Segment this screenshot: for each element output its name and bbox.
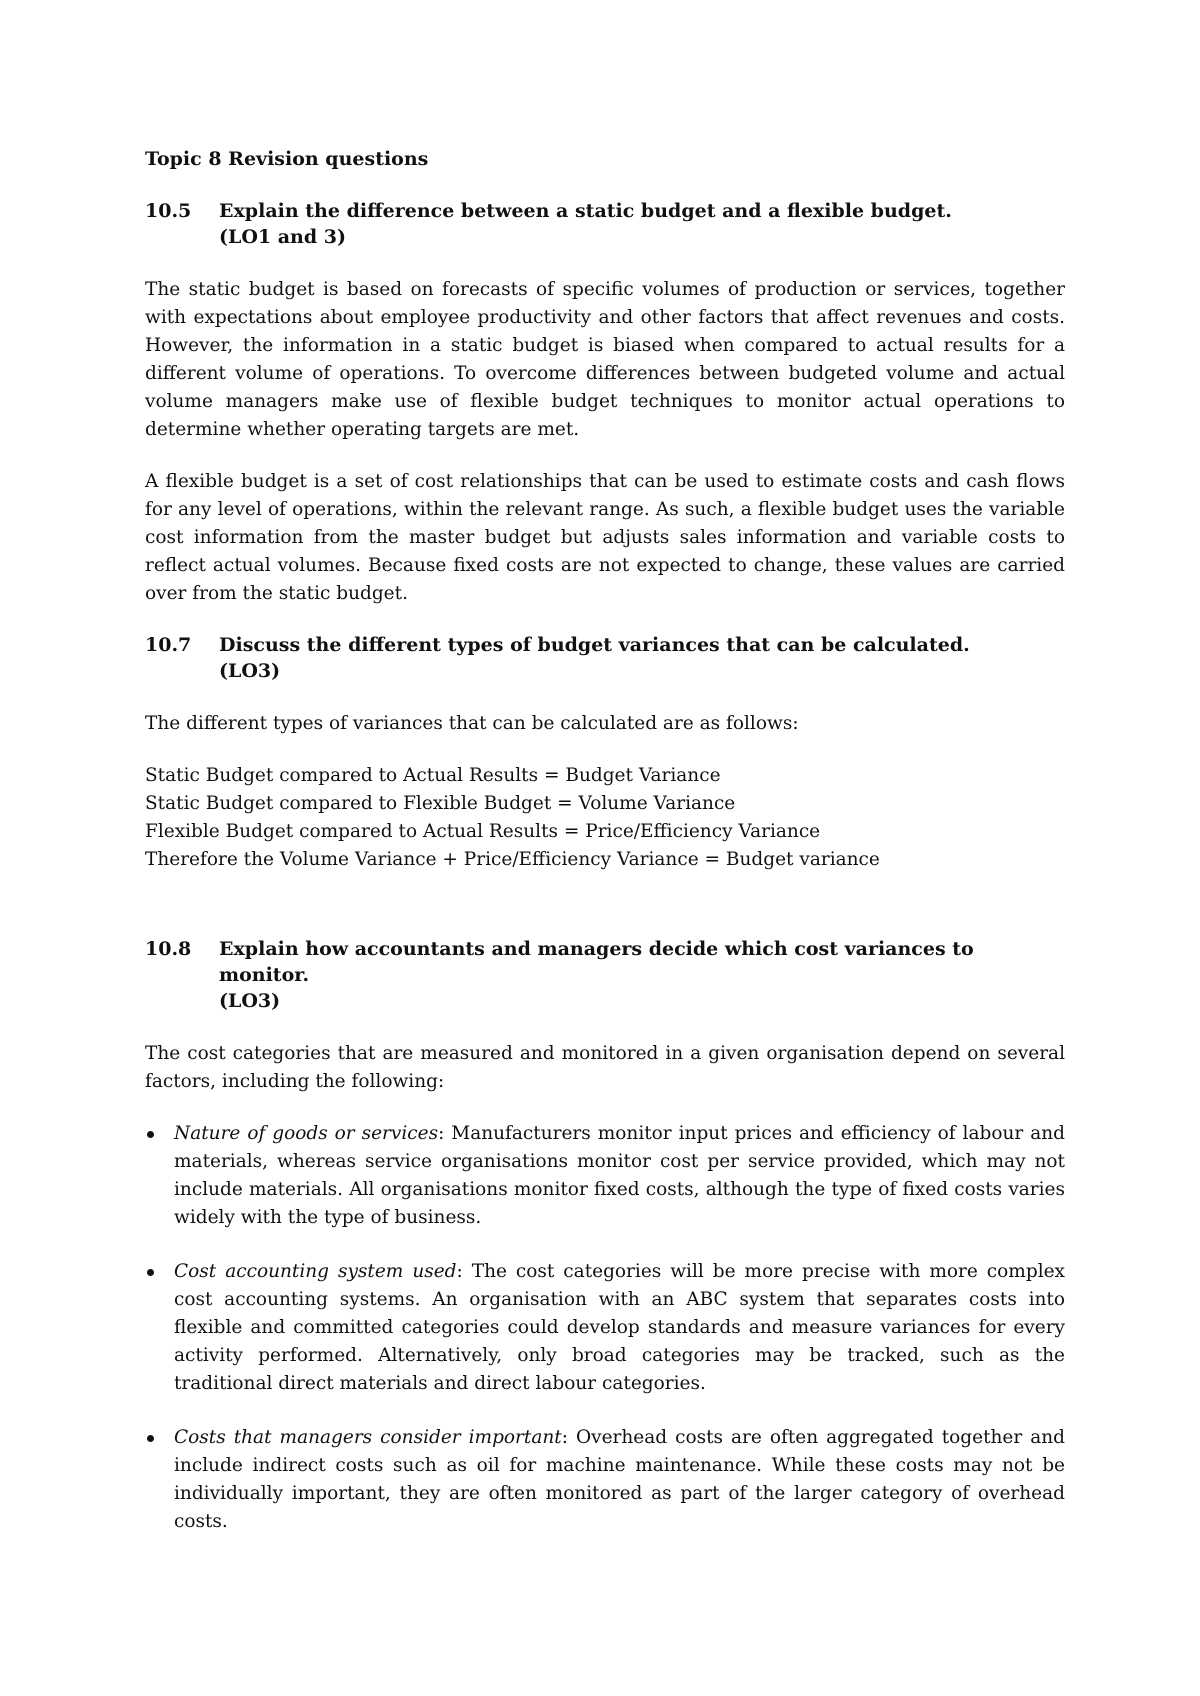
- question-10-7: [145, 632, 1065, 684]
- list-item-text: [174, 1258, 1065, 1398]
- list-item-description: : Manufacturers monitor input prices and efficiency of labour and materials, whereas service organisations monitor cost per service provided, which may not include materials. All organisations monitor fixed costs, although the type of fixed costs varies widely with the type of business.: [174, 1123, 1065, 1228]
- list-item-description: : Overhead costs are often aggregated together and include indirect costs such as oil for machine maintenance. While these costs may not be individually important, they are often monitored as part of the larger category of overhead costs.: [174, 1427, 1065, 1532]
- answer-paragraph: The static budget is based on forecasts of specific volumes of production or services, together with expectations about employee productivity and other factors that affect revenues and costs. However, the information in a static budget is biased when compared to actual results for a different volume of operations. To overcome differences between budgeted volume and actual volume managers make use of flexible budget techniques to monitor actual operations to determine whether operating targets are met.: [145, 279, 1065, 440]
- question-text: Explain the difference between a static budget and a flexible budget.: [219, 200, 952, 222]
- list-item-text: [174, 1424, 1065, 1536]
- learning-outcome: (LO3): [219, 990, 281, 1012]
- answer-paragraph: A flexible budget is a set of cost relationships that can be used to estimate costs and cash flows for any level of operations, within the relevant range. As such, a flexible budget uses the variable cost information from the master budget but adjusts sales information and variable costs to reflect actual volumes. Because fixed costs are not expected to change, these values are carried over from the static budget.: [145, 471, 1065, 604]
- variance-formulas: [145, 762, 1065, 874]
- bullet-icon: [145, 1120, 174, 1232]
- list-item-term: Cost accounting system used: [174, 1261, 457, 1282]
- question-body: [219, 198, 1065, 250]
- list-item-term: Nature of goods or services: [174, 1123, 439, 1144]
- list-item-term: Costs that managers consider important: [174, 1427, 562, 1448]
- list-item: [145, 1258, 1065, 1398]
- question-text: Discuss the different types of budget variances that can be calculated.: [219, 634, 970, 656]
- formula-line: Flexible Budget compared to Actual Results = Price/Efficiency Variance: [145, 821, 821, 842]
- formula-line: Static Budget compared to Flexible Budget = Volume Variance: [145, 793, 736, 814]
- list-item-text: [174, 1120, 1065, 1232]
- learning-outcome: (LO1 and 3): [219, 226, 346, 248]
- list-item: [145, 1120, 1065, 1232]
- formula-line: Static Budget compared to Actual Results = Budget Variance: [145, 765, 721, 786]
- list-item: [145, 1424, 1065, 1536]
- question-text: Explain how accountants and managers decide which cost variances to monitor.: [219, 938, 974, 986]
- answer-intro: The cost categories that are measured and monitored in a given organisation depend on several factors, including the following:: [145, 1043, 1065, 1092]
- factor-list: [145, 1120, 1065, 1536]
- question-body: [219, 936, 1065, 1014]
- question-number: 10.7: [145, 634, 192, 656]
- document-page: [145, 146, 1065, 1562]
- question-body: [219, 632, 1065, 684]
- question-10-5: [145, 198, 1065, 250]
- question-10-8: [145, 936, 1065, 1014]
- question-number: 10.8: [145, 938, 192, 960]
- question-number: 10.5: [145, 200, 192, 222]
- bullet-icon: [145, 1424, 174, 1536]
- bullet-icon: [145, 1258, 174, 1398]
- learning-outcome: (LO3): [219, 660, 281, 682]
- answer-intro: The different types of variances that can be calculated are as follows:: [145, 713, 799, 734]
- formula-line: Therefore the Volume Variance + Price/Efficiency Variance = Budget variance: [145, 849, 880, 870]
- page-title: Topic 8 Revision questions: [145, 148, 429, 170]
- list-item-description: : The cost categories will be more precise with more complex cost accounting systems. An organisation with an ABC system that separates costs into flexible and committed categories could develop standards and measure variances for every activity performed. Alternatively, only broad categories may be tracked, such as the traditional direct materials and direct labour categories.: [174, 1261, 1065, 1394]
